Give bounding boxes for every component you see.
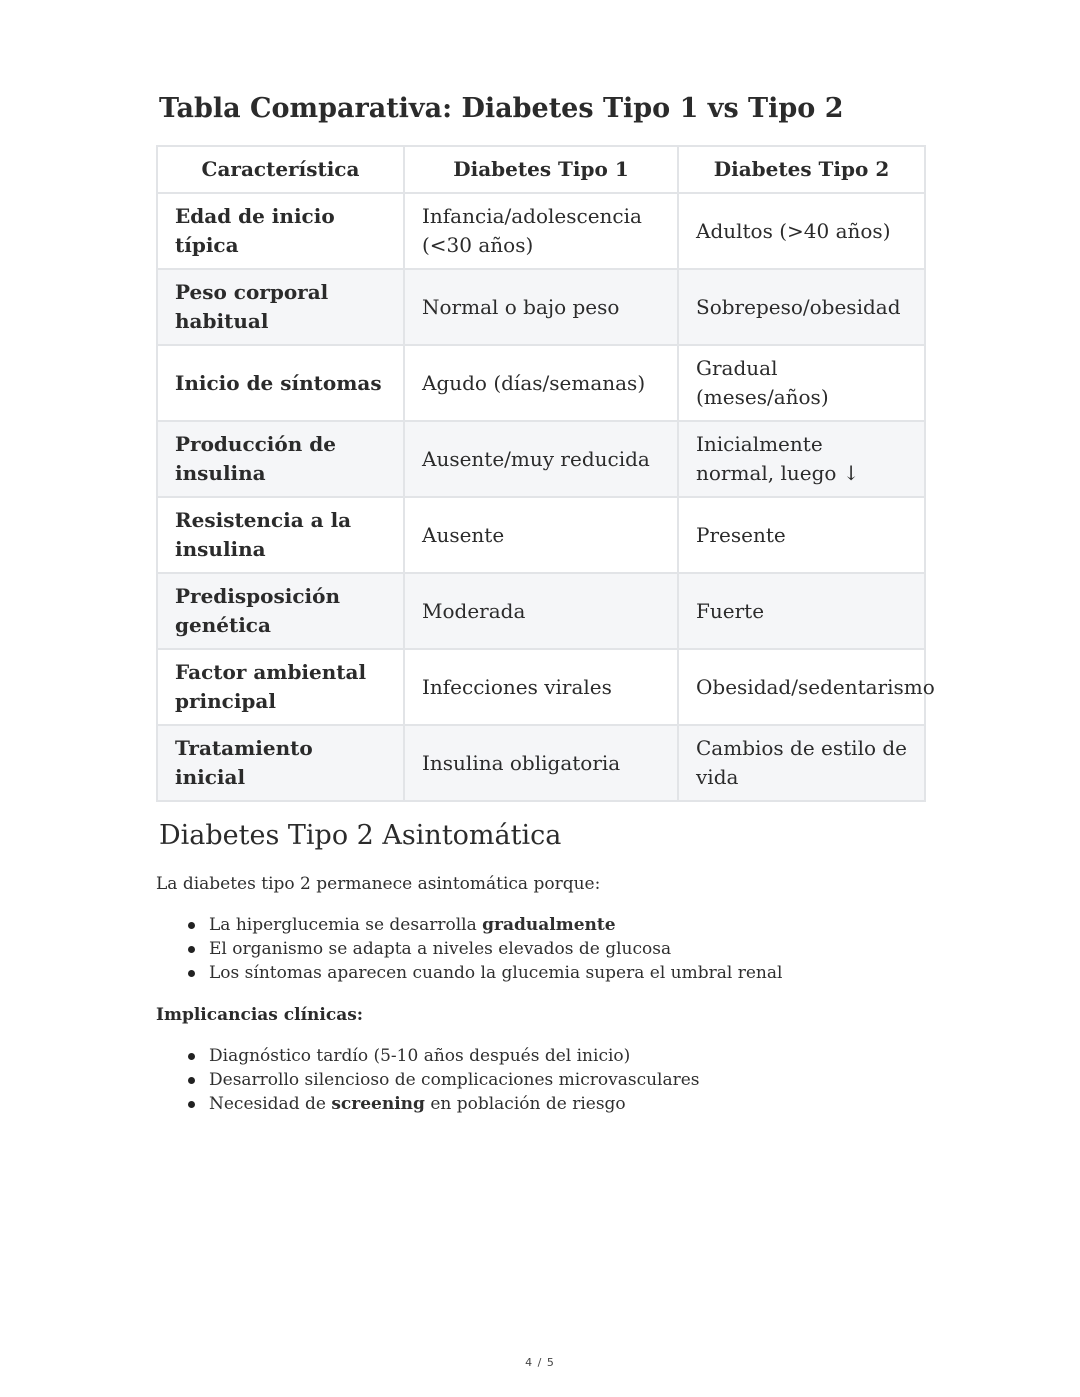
tipo-2-cell: Adultos (>40 años) (678, 193, 925, 269)
tipo-2-cell: Gradual (meses/años) (678, 345, 925, 421)
table-row (157, 345, 925, 421)
tipo-2-cell: Cambios de estilo de vida (678, 725, 925, 801)
header-diabetes-tipo-2: Diabetes Tipo 2 (678, 146, 925, 193)
table-row (157, 725, 925, 801)
section-intro: La diabetes tipo 2 permanece asintomática porque: (156, 874, 601, 894)
bullet-icon (188, 970, 195, 977)
feature-cell: Tratamiento inicial (157, 725, 404, 801)
tipo-2-cell: Obesidad/sedentarismo (678, 649, 925, 725)
header-diabetes-tipo-1: Diabetes Tipo 1 (404, 146, 678, 193)
tipo-2-cell: Fuerte (678, 573, 925, 649)
section-title: Diabetes Tipo 2 Asintomática (159, 820, 562, 851)
table-title: Tabla Comparativa: Diabetes Tipo 1 vs Tipo 2 (159, 93, 844, 124)
tipo-1-cell: Agudo (días/semanas) (404, 345, 678, 421)
bullet-icon (188, 1053, 195, 1060)
table-row (157, 193, 925, 269)
feature-cell: Producción de insulina (157, 421, 404, 497)
table-row (157, 649, 925, 725)
feature-cell: Edad de inicio típica (157, 193, 404, 269)
comparison-table (156, 145, 935, 802)
tipo-1-cell: Infecciones virales (404, 649, 678, 725)
header-caracteristica: Característica (157, 146, 404, 193)
bullet-icon (188, 922, 195, 929)
tipo-1-cell: Insulina obligatoria (404, 725, 678, 801)
feature-cell: Peso corporal habitual (157, 269, 404, 345)
table-row (157, 421, 925, 497)
page-number: 4 / 5 (525, 1356, 555, 1369)
feature-cell: Inicio de síntomas (157, 345, 404, 421)
feature-cell: Factor ambiental principal (157, 649, 404, 725)
list-item: Necesidad de screening en población de riesgo (156, 1092, 700, 1116)
table-header-row (157, 146, 925, 193)
tipo-1-cell: Normal o bajo peso (404, 269, 678, 345)
tipo-1-cell: Ausente (404, 497, 678, 573)
list-item: Los síntomas aparecen cuando la glucemia supera el umbral renal (156, 961, 782, 985)
bullet-icon (188, 1077, 195, 1084)
bullet-icon (188, 1101, 195, 1108)
implications-list (156, 1044, 700, 1116)
tipo-2-cell: Inicialmente normal, luego ↓ (678, 421, 925, 497)
tipo-1-cell: Infancia/adolescencia (<30 años) (404, 193, 678, 269)
reasons-list (156, 913, 782, 985)
table-row (157, 269, 925, 345)
implications-label: Implicancias clínicas: (156, 1005, 364, 1025)
tipo-1-cell: Moderada (404, 573, 678, 649)
tipo-2-cell: Presente (678, 497, 925, 573)
list-item: El organismo se adapta a niveles elevados de glucosa (156, 937, 782, 961)
bullet-icon (188, 946, 195, 953)
tipo-2-cell: Sobrepeso/obesidad (678, 269, 925, 345)
list-item: Diagnóstico tardío (5-10 años después del inicio) (156, 1044, 700, 1068)
table-row (157, 497, 925, 573)
tipo-1-cell: Ausente/muy reducida (404, 421, 678, 497)
feature-cell: Predisposición genética (157, 573, 404, 649)
list-item: La hiperglucemia se desarrolla gradualmente (156, 913, 782, 937)
list-item: Desarrollo silencioso de complicaciones microvasculares (156, 1068, 700, 1092)
table-row (157, 573, 925, 649)
feature-cell: Resistencia a la insulina (157, 497, 404, 573)
